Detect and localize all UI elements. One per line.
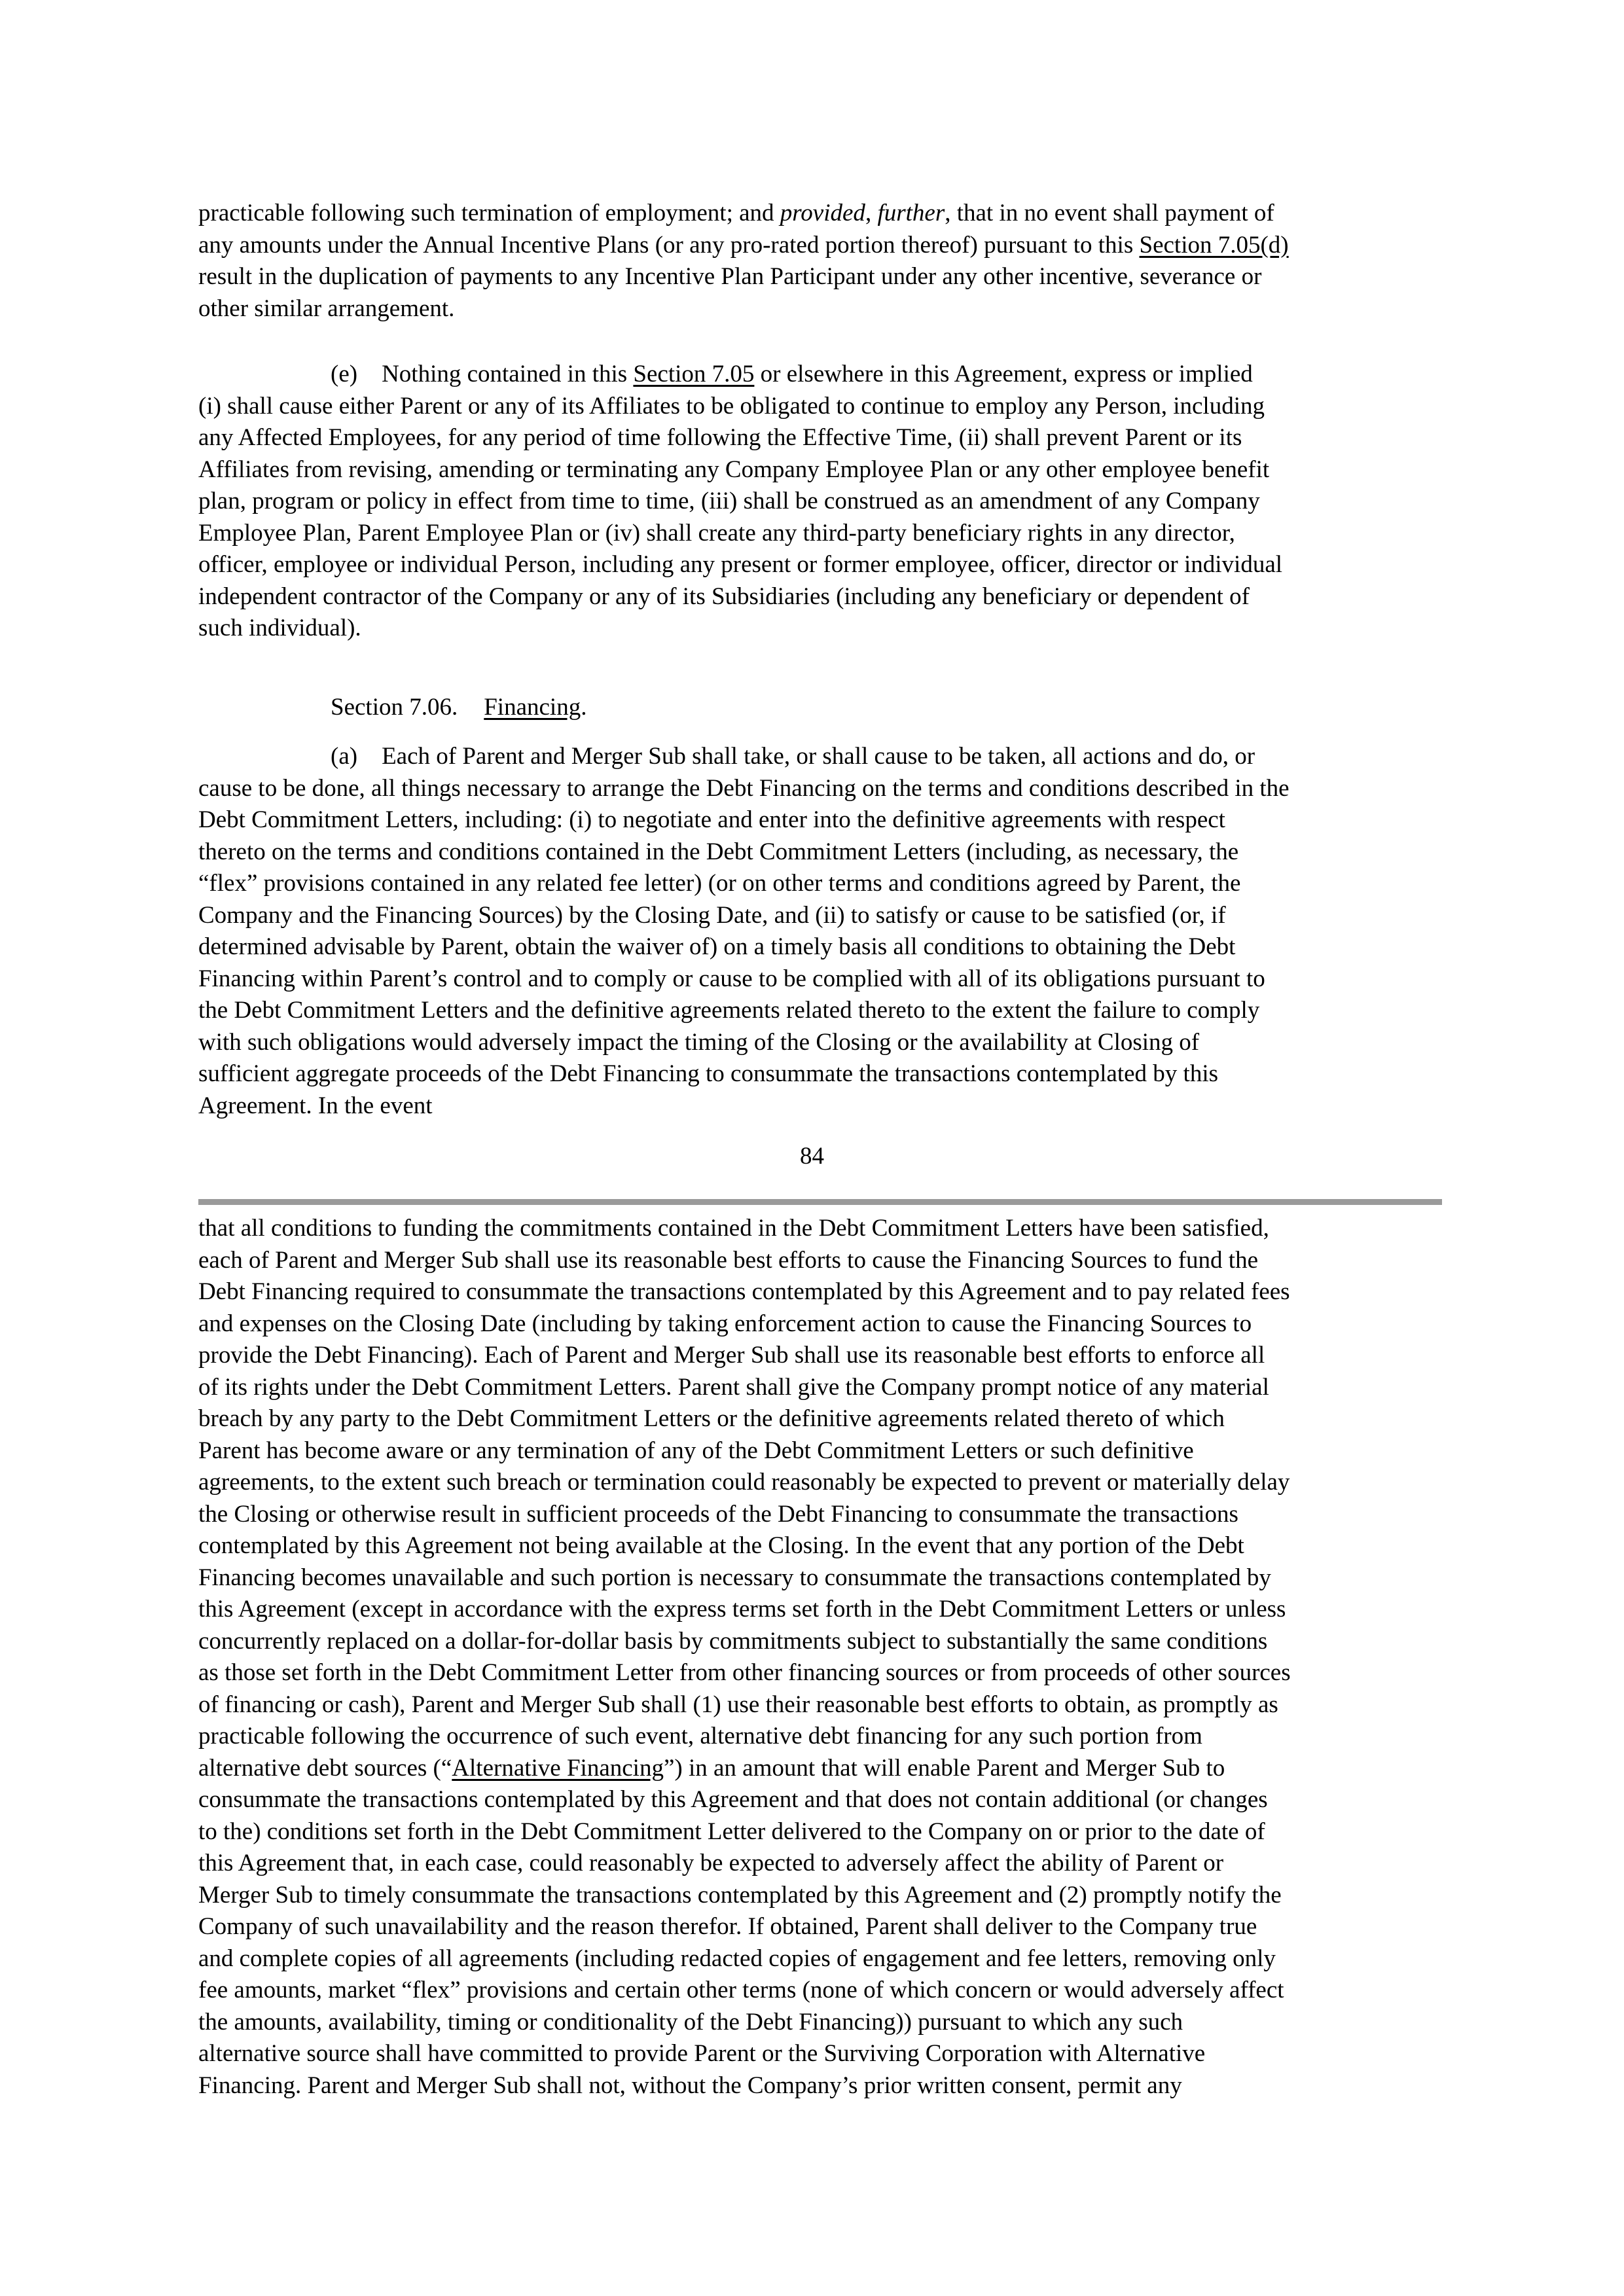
text-line: thereto on the terms and conditions contained in the Debt Commitment Letters (including, as necessary, the — [198, 838, 1239, 865]
text-line: this Agreement that, in each case, could reasonably be expected to adversely affect the ability of Parent or — [198, 1850, 1224, 1876]
text-line: independent contractor of the Company or any of its Subsidiaries (including any beneficiary or dependent of — [198, 583, 1250, 610]
text-line: cause to be done, all things necessary to arrange the Debt Financing on the terms and conditions described in the — [198, 774, 1290, 802]
text-line: any amounts under the Annual Incentive Plans (or any pro-rated portion thereof) pursuant to this Section 7.05(d) — [198, 231, 1289, 259]
text-line: the Closing or otherwise result in sufficient proceeds of the Debt Financing to consummate the transactions — [198, 1500, 1238, 1528]
paragraph-7-05e — [198, 359, 1442, 645]
text-line: any Affected Employees, for any period of time following the Effective Time, (ii) shall prevent Parent or its — [198, 424, 1242, 451]
text-line: Debt Commitment Letters, including: (i) to negotiate and enter into the definitive agreements with respect — [198, 806, 1225, 833]
text-line: (i) shall cause either Parent or any of its Affiliates to be obligated to continue to employ any Person, including — [198, 392, 1265, 420]
text-line: the amounts, availability, timing or conditionality of the Debt Financing)) pursuant to which any such — [198, 2008, 1183, 2036]
page-number: 84 — [800, 1143, 824, 1170]
paragraph-employment-termination — [198, 198, 1442, 325]
text-line: each of Parent and Merger Sub shall use its reasonable best efforts to cause the Financing Sources to fund the — [198, 1246, 1259, 1274]
text-line: consummate the transactions contemplated by this Agreement and that does not contain additional (or changes — [198, 1786, 1268, 1813]
text-line: of financing or cash), Parent and Merger Sub shall (1) use their reasonable best efforts to obtain, as promptly as — [198, 1691, 1278, 1718]
text-line: and expenses on the Closing Date (including by taking enforcement action to cause the Financing Sources to — [198, 1310, 1252, 1337]
section-reference-7-05d: Section 7.05(d) — [1139, 231, 1289, 259]
text-line: breach by any party to the Debt Commitment Letters or the definitive agreements related thereto of which — [198, 1405, 1225, 1432]
text-line: Parent has become aware or any termination of any of the Debt Commitment Letters or such definitive — [198, 1437, 1194, 1464]
section-title: Financing — [484, 694, 581, 721]
defined-term-alternative-financing: Alternative Financing — [452, 1754, 664, 1782]
text-line: (a) Each of Parent and Merger Sub shall take, or shall cause to be taken, all actions and do, or — [331, 743, 1255, 770]
text-line: and complete copies of all agreements (including redacted copies of engagement and fee letters, removing only — [198, 1945, 1276, 1972]
text-line: Merger Sub to timely consummate the transactions contemplated by this Agreement and (2) promptly notify the — [198, 1881, 1282, 1909]
text-line: practicable following the occurrence of such event, alternative debt financing for any such portion from — [198, 1723, 1202, 1749]
text-line: other similar arrangement. — [198, 295, 455, 322]
text-line: determined advisable by Parent, obtain the waiver of) on a timely basis all conditions to obtaining the Debt — [198, 933, 1236, 960]
section-heading-7-06: Section 7.06. Financing. — [331, 694, 587, 721]
text-line: the Debt Commitment Letters and the definitive agreements related thereto to the extent the failure to comply — [198, 997, 1260, 1024]
emphasis-provided: provided — [780, 200, 865, 226]
text-line: such individual). — [198, 615, 361, 641]
section-number: Section 7.06. — [331, 694, 458, 721]
text-line: fee amounts, market “flex” provisions and certain other terms (none of which concern or would adversely affect — [198, 1977, 1284, 2003]
text-line: of its rights under the Debt Commitment Letters. Parent shall give the Company prompt notice of any material — [198, 1373, 1269, 1401]
text-line: Company and the Financing Sources) by the Closing Date, and (ii) to satisfy or cause to be satisfied (or, if — [198, 901, 1226, 929]
text-line: plan, program or policy in effect from time to time, (iii) shall be construed as an amendment of any Company — [198, 488, 1260, 514]
text-line: agreements, to the extent such breach or termination could reasonably be expected to prevent or materially delay — [198, 1469, 1290, 1496]
text-line: “flex” provisions contained in any related fee letter) (or on other terms and conditions agreed by Parent, the — [198, 870, 1241, 897]
paragraph-financing-continued — [198, 1213, 1442, 2102]
text-line: provide the Debt Financing). Each of Parent and Merger Sub shall use its reasonable best efforts to enforce all — [198, 1342, 1265, 1369]
text-line: Financing within Parent’s control and to comply or cause to be complied with all of its obligations pursuant to — [198, 965, 1265, 992]
text-line: this Agreement (except in accordance with the express terms set forth in the Debt Commitment Letters or unless — [198, 1596, 1286, 1623]
text-line: Company of such unavailability and the reason therefor. If obtained, Parent shall deliver to the Company true — [198, 1913, 1257, 1940]
emphasis-further: further — [877, 200, 945, 226]
text-line: to the) conditions set forth in the Debt Commitment Letter delivered to the Company on or prior to the date of — [198, 1818, 1265, 1845]
text-line: officer, employee or individual Person, including any present or former employee, officer, director or individual — [198, 551, 1283, 578]
text-line: as those set forth in the Debt Commitment Letter from other financing sources or from proceeds of other sources — [198, 1659, 1291, 1686]
paragraph-7-06a — [198, 741, 1442, 1122]
text-line: Debt Financing required to consummate the transactions contemplated by this Agreement and to pay related fees — [198, 1278, 1290, 1305]
text-line: result in the duplication of payments to any Incentive Plan Participant under any other incentive, severance or — [198, 263, 1262, 290]
text-line: alternative source shall have committed to provide Parent or the Surviving Corporation with Alternative — [198, 2040, 1206, 2067]
text-line: Financing. Parent and Merger Sub shall not, without the Company’s prior written consent, permit any — [198, 2072, 1182, 2099]
text-line: concurrently replaced on a dollar-for-dollar basis by commitments subject to substantially the same conditions — [198, 1627, 1268, 1655]
text-line: contemplated by this Agreement not being available at the Closing. In the event that any portion of the Debt — [198, 1532, 1244, 1559]
text-line: (e) Nothing contained in this Section 7.05 or elsewhere in this Agreement, express or implied — [331, 361, 1253, 387]
text-line: Agreement. In the event — [198, 1092, 433, 1119]
text-line: sufficient aggregate proceeds of the Debt Financing to consummate the transactions contemplated by this — [198, 1060, 1218, 1087]
text-line: with such obligations would adversely impact the timing of the Closing or the availability at Closing of — [198, 1028, 1200, 1056]
text-line: practicable following such termination of employment; and provided, further, that in no event shall payment of — [198, 200, 1274, 226]
page-break-divider — [198, 1199, 1442, 1205]
text-line: Financing becomes unavailable and such portion is necessary to consummate the transactions contemplated by — [198, 1564, 1271, 1591]
text-line: that all conditions to funding the commitments contained in the Debt Commitment Letters have been satisfied, — [198, 1215, 1269, 1242]
section-reference-7-05: Section 7.05 — [633, 361, 755, 387]
text-line: Employee Plan, Parent Employee Plan or (iv) shall create any third-party beneficiary rights in any director, — [198, 519, 1235, 547]
text-line: alternative debt sources (“Alternative Financing”) in an amount that will enable Parent and Merger Sub to — [198, 1754, 1225, 1782]
text-line: Affiliates from revising, amending or terminating any Company Employee Plan or any other employee benefit — [198, 456, 1270, 483]
